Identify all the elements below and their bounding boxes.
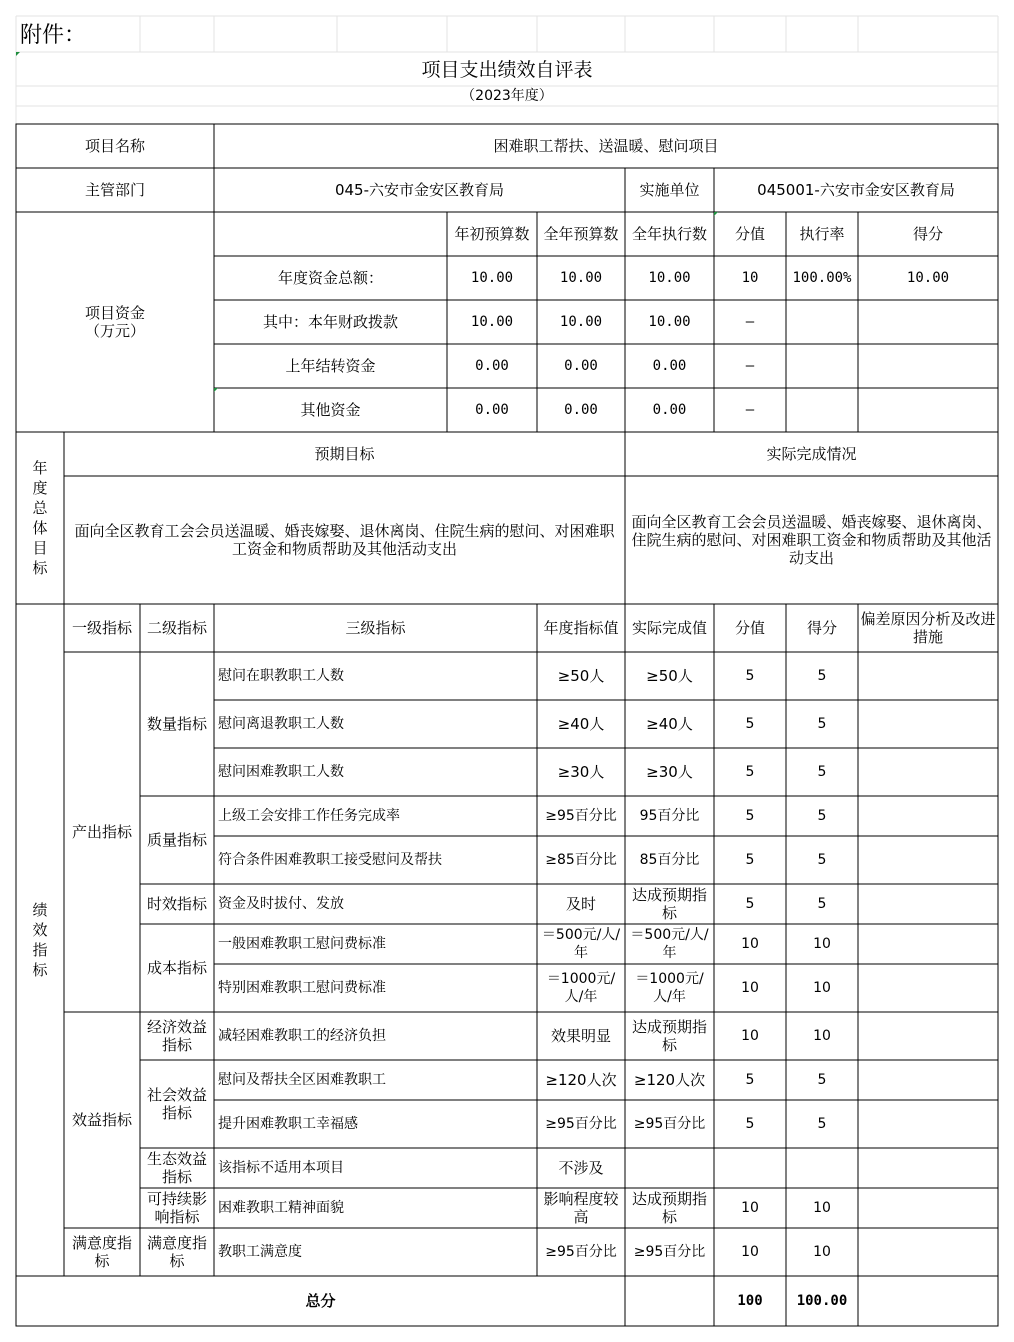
indicator-target: ≥50人 — [557, 667, 605, 685]
funds-score: 10.00 — [906, 270, 950, 286]
indicator-header: 二级指标 — [146, 619, 207, 637]
impl-value: 045001-六安市金安区教育局 — [757, 181, 955, 199]
funds-annual: 0.00 — [564, 358, 598, 374]
indicator-target: 及时 — [565, 895, 596, 913]
indicator-score: 5 — [817, 852, 827, 868]
indicators-label: 绩 效 指 标 — [32, 901, 48, 979]
funds-annual: 10.00 — [559, 314, 603, 330]
attachment-label: 附件： — [20, 23, 87, 48]
funds-header: 年初预算数 — [454, 225, 530, 243]
level2-social: 社会效益指标 — [146, 1086, 207, 1122]
indicator-actual: 达成预期指标 — [631, 1190, 707, 1226]
expected-goal-label: 预期目标 — [314, 445, 375, 463]
indicator-header: 三级指标 — [345, 619, 406, 637]
level2-cost: 成本指标 — [146, 959, 207, 977]
funds-initial: 10.00 — [470, 270, 514, 286]
funds-score-value: 10 — [741, 270, 759, 286]
indicator-actual: 达成预期指标 — [631, 886, 707, 922]
indicator-value: 10 — [741, 1200, 759, 1216]
indicator-score: 5 — [817, 668, 827, 684]
indicator-actual: ≥95百分比 — [633, 1116, 706, 1132]
indicator-target: 影响程度较高 — [543, 1190, 619, 1226]
indicator-actual: ＝1000元/人/年 — [635, 971, 704, 1005]
indicator-score: 5 — [817, 1116, 827, 1132]
indicator-name: 教职工满意度 — [218, 1244, 302, 1260]
funds-executed: 10.00 — [648, 270, 691, 286]
indicator-target: 不涉及 — [558, 1159, 604, 1177]
indicator-name: 减轻困难教职工的经济负担 — [218, 1028, 386, 1044]
indicator-name: 一般困难教职工慰问费标准 — [218, 936, 386, 952]
level2-satisfaction: 满意度指标 — [146, 1234, 207, 1270]
dept-value: 045-六安市金安区教育局 — [334, 181, 505, 199]
indicator-name: 慰问离退教职工人数 — [218, 716, 344, 732]
indicator-score: 5 — [817, 1072, 827, 1088]
indicator-actual: ≥95百分比 — [633, 1244, 706, 1260]
indicator-name: 资金及时拔付、发放 — [218, 896, 344, 912]
indicator-actual: ＝500元/人/年 — [630, 927, 709, 961]
indicator-value: 10 — [741, 1028, 759, 1044]
indicator-target: ≥95百分比 — [545, 808, 617, 824]
total-label: 总分 — [305, 1292, 336, 1310]
indicator-target: ≥95百分比 — [545, 1244, 617, 1260]
indicator-name: 特别困难教职工慰问费标准 — [218, 980, 386, 996]
indicator-value: 5 — [745, 668, 755, 684]
funds-header: 执行率 — [799, 225, 845, 243]
indicator-target: ≥40人 — [557, 715, 605, 733]
level1-benefit: 效益指标 — [71, 1111, 132, 1129]
indicator-name: 慰问困难教职工人数 — [218, 764, 344, 780]
indicator-actual: 95百分比 — [639, 808, 700, 824]
indicator-name: 该指标不适用本项目 — [218, 1160, 344, 1176]
indicator-name: 上级工会安排工作任务完成率 — [218, 808, 400, 824]
funds-initial: 10.00 — [470, 314, 514, 330]
funds-annual: 10.00 — [559, 270, 603, 286]
indicator-score: 10 — [813, 1028, 831, 1044]
level2-quantity: 数量指标 — [146, 715, 207, 733]
indicator-value: 10 — [741, 980, 759, 996]
indicator-score: 10 — [813, 1200, 831, 1216]
indicator-value: 10 — [741, 936, 759, 952]
funds-row-label: 其他资金 — [300, 401, 361, 419]
level2-quality: 质量指标 — [146, 831, 207, 849]
indicator-name: 慰问在职教职工人数 — [218, 668, 344, 684]
indicator-name: 符合条件困难教职工接受慰问及帮扶 — [218, 852, 442, 868]
funds-header: 得分 — [912, 225, 943, 243]
funds-executed: 0.00 — [652, 402, 687, 418]
indicator-header: 实际完成值 — [631, 619, 707, 637]
indicator-target: ≥85百分比 — [545, 852, 617, 868]
funds-header: 全年执行数 — [631, 225, 707, 243]
indicator-target: ＝1000元/人/年 — [546, 971, 616, 1005]
indicator-score: 5 — [817, 764, 827, 780]
indicator-target: ≥95百分比 — [545, 1116, 617, 1132]
funds-score-value: — — [745, 402, 755, 418]
indicator-header: 偏差原因分析及改进措施 — [860, 610, 996, 646]
funds-initial: 0.00 — [475, 358, 509, 374]
project-name-label: 项目名称 — [84, 137, 145, 155]
indicator-header: 得分 — [806, 619, 837, 637]
indicator-value: 5 — [745, 764, 755, 780]
indicator-actual: ≥50人 — [646, 667, 693, 685]
funds-row-label: 其中：本年财政拨款 — [262, 313, 398, 331]
level2-ecological: 生态效益指标 — [146, 1150, 207, 1186]
indicator-actual: ≥40人 — [646, 715, 693, 733]
funds-executed: 0.00 — [652, 358, 687, 374]
indicator-value: 5 — [745, 852, 755, 868]
indicator-value: 5 — [745, 716, 755, 732]
indicator-name: 慰问及帮扶全区困难教职工 — [218, 1072, 386, 1088]
indicator-value: 5 — [745, 808, 755, 824]
funds-annual: 0.00 — [564, 402, 598, 418]
expected-goal: 面向全区教育工会会员送温暖、婚丧嫁娶、退休离岗、住院生病的慰问、对困难职工资金和物质帮助及其他活动支出 — [74, 522, 615, 558]
indicator-score: 10 — [813, 936, 831, 952]
funds-initial: 0.00 — [475, 402, 509, 418]
indicator-score: 10 — [813, 1244, 831, 1260]
total-value: 100 — [737, 1293, 763, 1309]
indicator-actual: 85百分比 — [639, 852, 700, 868]
level2-economic: 经济效益指标 — [146, 1018, 207, 1054]
indicator-value: 5 — [745, 1116, 755, 1132]
actual-goal: 面向全区教育工会会员送温暖、婚丧嫁娶、退休离岗、住院生病的慰问、对困难职工资金和物质帮助及其他活动支出 — [631, 513, 992, 567]
indicator-actual: 达成预期指标 — [631, 1018, 707, 1054]
indicator-score: 10 — [813, 980, 831, 996]
funds-header: 分值 — [734, 225, 765, 243]
project-name: 困难职工帮扶、送温暖、慰问项目 — [493, 137, 719, 155]
indicator-value: 10 — [741, 1244, 759, 1260]
funds-row-label: 年度资金总额： — [277, 269, 383, 287]
goals-label: 年 度 总 体 目 标 — [32, 459, 48, 577]
indicator-score: 5 — [817, 808, 827, 824]
level1-satisfaction: 满意度指标 — [71, 1234, 132, 1270]
impl-label: 实施单位 — [639, 181, 700, 199]
page-title: 项目支出绩效自评表 — [421, 59, 593, 81]
level2-sustainable: 可持续影响指标 — [146, 1190, 207, 1226]
indicator-target: ＝500元/人/年 — [541, 927, 621, 961]
indicator-actual: ≥30人 — [646, 763, 693, 781]
funds-score-value: — — [745, 314, 755, 330]
funds-label: 项目资金 （万元） — [84, 304, 145, 340]
year-label: （2023年度） — [461, 88, 553, 104]
actual-goal-label: 实际完成情况 — [766, 445, 857, 463]
indicator-name: 困难教职工精神面貌 — [218, 1200, 344, 1216]
funds-executed: 10.00 — [648, 314, 691, 330]
level1-output: 产出指标 — [71, 823, 132, 841]
indicator-target: ≥120人次 — [545, 1071, 617, 1089]
level2-timeliness: 时效指标 — [146, 895, 207, 913]
indicator-target: ≥30人 — [557, 763, 605, 781]
funds-row-label: 上年结转资金 — [285, 357, 376, 375]
indicator-value: 5 — [745, 896, 755, 912]
indicator-score: 5 — [817, 716, 827, 732]
indicator-target: 效果明显 — [550, 1027, 611, 1045]
indicator-value: 5 — [745, 1072, 755, 1088]
funds-score-value: — — [745, 358, 755, 374]
indicator-header: 年度指标值 — [543, 619, 619, 637]
total-score: 100.00 — [796, 1293, 848, 1309]
indicator-header: 一级指标 — [71, 619, 132, 637]
indicator-actual: ≥120人次 — [633, 1071, 706, 1089]
indicator-header: 分值 — [734, 619, 765, 637]
indicator-score: 5 — [817, 896, 827, 912]
funds-header: 全年预算数 — [543, 225, 619, 243]
funds-rate: 100.00% — [792, 270, 852, 286]
dept-label: 主管部门 — [84, 181, 145, 199]
indicator-name: 提升困难教职工幸福感 — [218, 1116, 358, 1132]
